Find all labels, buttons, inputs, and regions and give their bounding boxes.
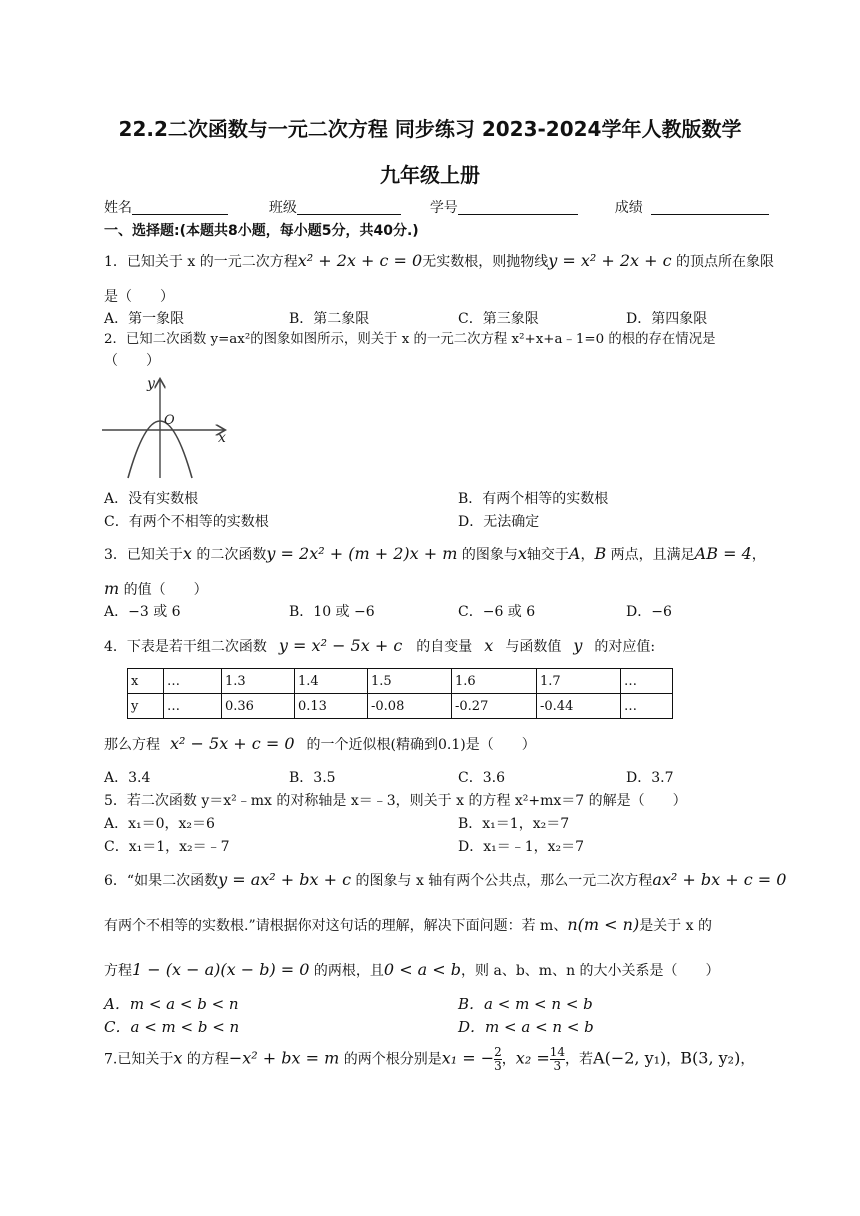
q2-parabola-graph <box>100 372 236 482</box>
class-blank[interactable] <box>297 200 401 215</box>
table-cell: 1.7 <box>537 669 621 694</box>
q4-option-a[interactable]: A．3.4 <box>104 770 151 786</box>
q7-root-1: x₁ = − <box>441 1048 495 1068</box>
q6-line3-b: 的两根，且 <box>313 963 384 979</box>
q2-option-a[interactable]: A．没有实数根 <box>104 491 199 507</box>
q5-option-a[interactable]: A．x₁＝0，x₂＝6 <box>104 816 215 832</box>
q2-option-b[interactable]: B．有两个相等的实数根 <box>458 491 609 507</box>
table-cell: -0.44 <box>537 694 621 719</box>
q7-equation: −x² + bx = m <box>228 1048 340 1068</box>
question-5-stem: 5．若二次函数 y＝x²﹣mx 的对称轴是 x＝﹣3，则关于 x 的方程 x²+mx＝7 的解是（ ） <box>104 793 687 809</box>
q7-fraction-1-den: 3 <box>494 1059 502 1073</box>
q4-option-b[interactable]: B．3.5 <box>289 770 336 786</box>
q7-fraction-1-num: 2 <box>494 1045 502 1059</box>
score-blank[interactable] <box>651 200 769 215</box>
question-4-after <box>104 735 536 754</box>
q4-option-c[interactable]: C．3.6 <box>458 770 505 786</box>
question-6-line1 <box>104 871 786 890</box>
q6-option-c[interactable] <box>104 1018 239 1037</box>
table-cell: -0.27 <box>452 694 537 719</box>
table-cell: 0.36 <box>222 694 295 719</box>
q6-line3-c: ，则 a、b、m、n 的大小关系是（ ） <box>461 963 720 979</box>
q6-option-a-text: A．m < a < b < n <box>104 995 239 1013</box>
q6-option-a[interactable] <box>104 995 239 1014</box>
q3-option-a[interactable]: A．−3 或 6 <box>104 604 181 620</box>
q5-option-c[interactable]: C．x₁＝1，x₂＝﹣7 <box>104 839 230 855</box>
question-6-line3 <box>104 961 720 980</box>
q4-after-equation: x² − 5x + c = 0 <box>170 734 295 753</box>
question-4-stem <box>104 637 655 656</box>
table-cell: 0.13 <box>295 694 368 719</box>
q7-fraction-2 <box>550 1046 565 1073</box>
origin-label: O <box>164 413 175 428</box>
table-row <box>128 694 673 719</box>
page-title: 22.2二次函数与一元二次方程 同步练习 2023-2024学年人教版数学 <box>118 117 742 141</box>
q1-option-c[interactable]: C．第三象限 <box>458 311 539 327</box>
table-cell: … <box>621 694 673 719</box>
id-blank[interactable] <box>458 200 578 215</box>
q3-equation: y = 2x² + (m + 2)x + m <box>266 544 458 563</box>
table-cell: y <box>128 694 164 719</box>
q6-line2-b: 是关于 x 的 <box>639 918 712 934</box>
q6-option-b[interactable] <box>458 995 593 1014</box>
q7-stem-a: 7.已知关于 <box>104 1051 174 1068</box>
q4-stem-c: 与函数值 <box>505 639 562 655</box>
q3-stem-e: 两点，且满足 <box>610 547 695 563</box>
q6-line2-eq: n(m < n) <box>567 915 640 934</box>
q4-option-d[interactable]: D．3.7 <box>626 770 674 786</box>
q7-stem-c: 的两个根分别是 <box>343 1051 442 1068</box>
q4-after-b: 的一个近似根(精确到0.1)是（ ） <box>306 737 536 753</box>
q3-condition: AB = 4 <box>694 544 752 563</box>
table-row <box>128 669 673 694</box>
q3-var-x-2: x <box>517 544 527 563</box>
q6-option-d-text: D．m < a < n < b <box>458 1018 594 1036</box>
q3-stem-g: 的值（ ） <box>123 582 208 598</box>
q3-stem-d: 轴交于 <box>526 547 569 563</box>
id-label: 学号 <box>429 200 458 216</box>
q1-equation: x² + 2x + c = 0 <box>297 251 423 270</box>
q7-var-x: x <box>173 1048 183 1068</box>
q4-var-x: x <box>484 636 494 655</box>
q4-stem-b: 的自变量 <box>416 639 473 655</box>
question-7-line1: 7.已知关于x 的方程−x² + bx = m 的两个根分别是x₁ = − $\frac{2}{3}$ ，x₂ = $\frac{14}{3}$ ，若A(−2, y₁)，B(3, y₂)， <box>104 1045 755 1073</box>
q5-option-b[interactable]: B．x₁＝1，x₂＝7 <box>458 816 570 832</box>
section-heading: 一、选择题:(本题共8小题，每小题5分，共40分.) <box>104 223 419 239</box>
q1-option-a[interactable]: A．第一象限 <box>104 311 185 327</box>
question-1-line1 <box>104 252 774 271</box>
q7-stem-e: ， <box>740 1051 755 1068</box>
q4-stem-d: 的对应值: <box>594 639 656 655</box>
page-subtitle: 九年级上册 <box>380 163 480 187</box>
q1-option-b[interactable]: B．第二象限 <box>289 311 370 327</box>
q4-after-a: 那么方程 <box>104 737 160 753</box>
table-cell: 1.4 <box>295 669 368 694</box>
q5-option-d[interactable]: D．x₁＝﹣1，x₂＝7 <box>458 839 585 855</box>
q3-point-a: A <box>568 544 581 563</box>
q6-line2-a: 有两个不相等的实数根.”请根据你对这句话的理解，解决下面问题：若 m、 <box>104 918 568 934</box>
q1-parabola: y = x² + 2x + c <box>548 251 672 270</box>
q2-stem-b: （ ） <box>104 353 160 369</box>
q3-var-x: x <box>182 544 192 563</box>
question-2-stem: 2．已知二次函数 y=ax²的图象如图所示，则关于 x 的一元二次方程 x²+x+a﹣1=0 的根的存在情况是 <box>104 332 716 347</box>
q7-fraction-1 <box>494 1046 502 1073</box>
q1-stem-a: 1．已知关于 x 的一元二次方程 <box>104 254 298 270</box>
q3-point-b: B <box>594 544 607 563</box>
q1-option-d[interactable]: D．第四象限 <box>626 311 708 327</box>
q3-option-c[interactable]: C．−6 或 6 <box>458 604 536 620</box>
q7-fraction-2-den: 3 <box>553 1059 562 1073</box>
question-6-line2 <box>104 916 712 935</box>
q6-function: y = ax² + bx + c <box>218 870 352 889</box>
table-cell: x <box>128 669 164 694</box>
y-axis-label: y <box>147 376 155 392</box>
table-cell: … <box>164 694 222 719</box>
table-cell: … <box>164 669 222 694</box>
q2-option-d[interactable]: D．无法确定 <box>458 514 540 530</box>
q6-line1-b: 的图象与 x 轴有两个公共点，那么一元二次方程 <box>355 873 653 889</box>
q6-equation: ax² + bx + c = 0 <box>652 870 787 889</box>
q3-option-d[interactable]: D．−6 <box>626 604 672 620</box>
q6-option-c-text: C．a < m < b < n <box>104 1018 240 1036</box>
q3-stem-c: 的图象与 <box>461 547 518 563</box>
q7-stem-d: ，若 <box>565 1051 594 1068</box>
q4-var-y: y <box>573 636 583 655</box>
q3-option-b[interactable]: B．10 或 −6 <box>289 604 375 620</box>
q6-option-b-text: B．a < m < n < b <box>458 995 593 1013</box>
q7-root-2: x₂ = <box>515 1048 550 1068</box>
q3-stem-b: 的二次函数 <box>196 547 267 563</box>
q7-fraction-2-num: 14 <box>549 1045 566 1059</box>
table-cell: … <box>621 669 673 694</box>
info-line <box>104 199 769 217</box>
name-blank[interactable] <box>132 200 228 215</box>
x-axis-label: x <box>218 430 226 446</box>
q1-stem-c: 的顶点所在象限 <box>676 254 775 270</box>
q7-stem-b: 的方程 <box>186 1051 229 1068</box>
q6-line1-a: 6．“如果二次函数 <box>104 873 219 889</box>
q6-option-d[interactable] <box>458 1018 594 1037</box>
q3-sep: ， <box>580 547 595 563</box>
q3-stem-f: ， <box>751 547 766 563</box>
q1-stem-d: 是（ ） <box>104 289 174 305</box>
q6-line3-cond: 0 < a < b <box>383 960 462 979</box>
q4-value-table <box>127 668 673 719</box>
q3-var-m: m <box>104 579 120 598</box>
table-cell: -0.08 <box>368 694 452 719</box>
q7-point-b: B(3, y₂) <box>680 1048 741 1068</box>
q6-line3-eq: 1 − (x − a)(x − b) = 0 <box>132 960 310 979</box>
q4-stem-a: 4．下表是若干组二次函数 <box>104 639 267 655</box>
table-cell: 1.3 <box>222 669 295 694</box>
q2-option-c[interactable]: C．有两个不相等的实数根 <box>104 514 269 530</box>
q3-stem-a: 3．已知关于 <box>104 547 183 563</box>
question-3-line1 <box>104 545 766 564</box>
table-cell: 1.6 <box>452 669 537 694</box>
table-cell: 1.5 <box>368 669 452 694</box>
question-3-line2 <box>104 580 208 599</box>
q6-line3-a: 方程 <box>104 963 132 979</box>
class-label: 班级 <box>268 200 297 216</box>
q1-stem-b: 无实数根，则抛物线 <box>422 254 549 270</box>
q7-point-a: A(−2, y₁) <box>593 1048 667 1068</box>
q4-equation: y = x² − 5x + c <box>278 636 403 655</box>
name-label: 姓名 <box>104 200 132 216</box>
score-label: 成绩 <box>614 200 643 216</box>
